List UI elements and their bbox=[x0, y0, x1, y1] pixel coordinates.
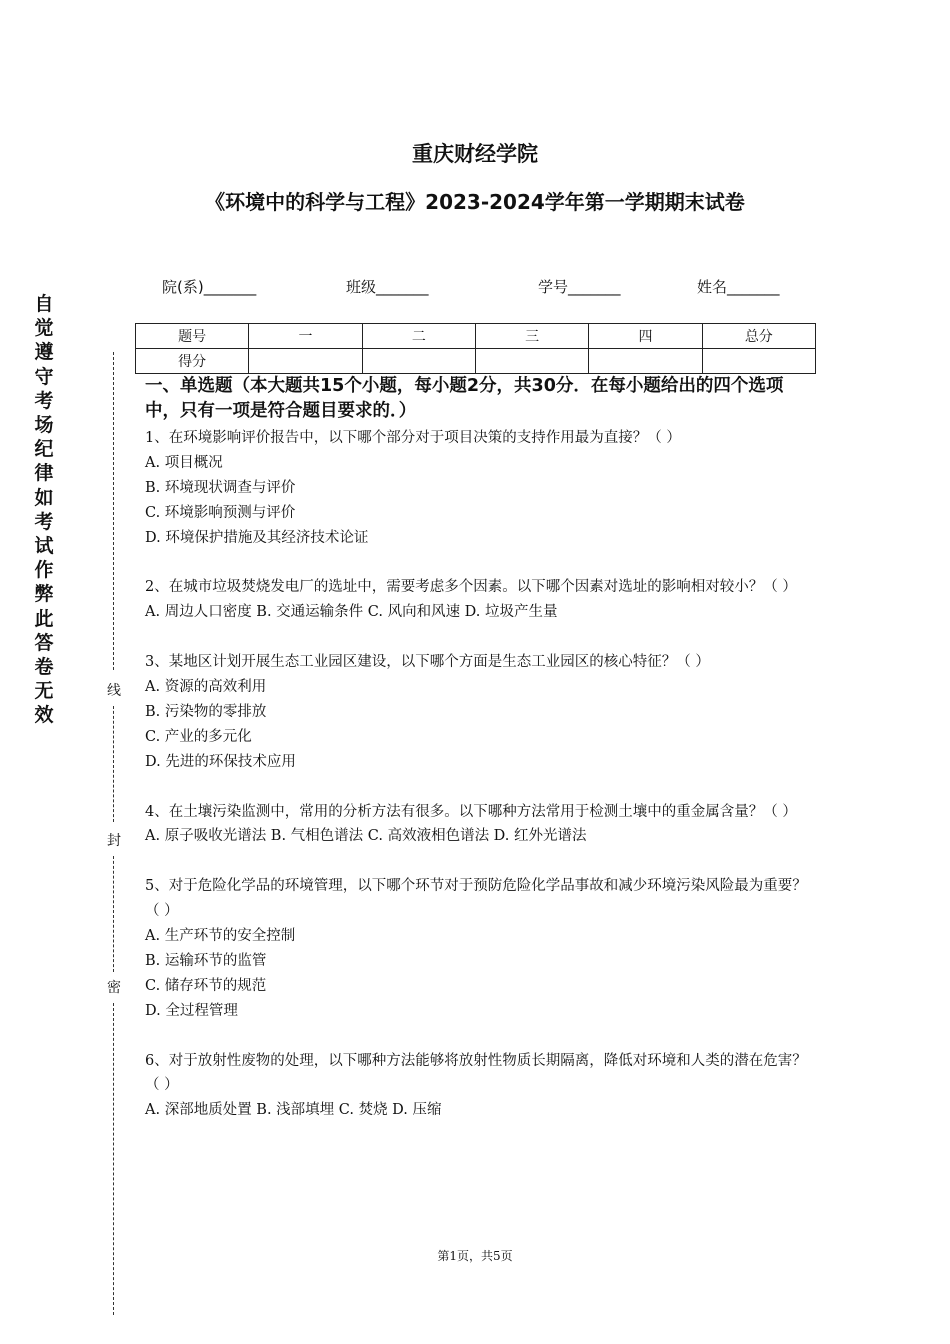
school-name: 重庆财经学院 bbox=[412, 142, 538, 166]
question-stem: 2、在城市垃圾焚烧发电厂的选址中，需要考虑多个因素。以下哪个因素对选址的影响相对较小？（ ） bbox=[145, 579, 797, 596]
score-cell: 二 bbox=[362, 324, 475, 349]
score-table-score-row bbox=[136, 349, 816, 374]
answer-option: C. 环境影响预测与评价 bbox=[145, 504, 296, 521]
section-title: 一、单选题（本大题共15个小题，每小题2分，共30分．在每小题给出的四个选项中，只有一项是符合题目要求的．） bbox=[145, 376, 784, 421]
question-stem: 6、对于放射性废物的处理，以下哪种方法能够将放射性物质长期隔离，降低对环境和人类的潜在危害？（ ） bbox=[145, 1052, 807, 1094]
answer-option: D. 环境保护措施及其经济技术论证 bbox=[145, 529, 369, 546]
answer-option: B. 环境现状调查与评价 bbox=[145, 479, 296, 496]
answer-option: A. 周边人口密度 B. 交通运输条件 C. 风向和风速 D. 垃圾产生量 bbox=[145, 604, 558, 621]
seal-dashed-line bbox=[113, 706, 114, 822]
page-number: 第1页，共5页 bbox=[437, 1249, 513, 1263]
answer-option: B. 运输环节的监管 bbox=[145, 952, 267, 969]
name-field: 姓名_______ bbox=[697, 278, 780, 296]
answer-option: A. 资源的高效利用 bbox=[145, 679, 267, 696]
student-id-field: 学号_______ bbox=[538, 278, 621, 296]
score-cell bbox=[589, 349, 702, 374]
seal-dashed-line bbox=[113, 1003, 114, 1315]
question-stem: 1、在环境影响评价报告中，以下哪个部分对于项目决策的支持作用最为直接？（ ） bbox=[145, 430, 681, 446]
score-cell: 一 bbox=[249, 324, 362, 349]
seal-seal-label: 封 bbox=[104, 830, 124, 850]
score-cell bbox=[362, 349, 475, 374]
answer-option: A. 生产环节的安全控制 bbox=[145, 928, 296, 945]
question-stem: 4、在土壤污染监测中，常用的分析方法有很多。以下哪种方法常用于检测土壤中的重金属含量？（ ） bbox=[145, 803, 797, 820]
score-cell: 总分 bbox=[702, 324, 815, 349]
score-cell: 题号 bbox=[136, 324, 249, 349]
class-field: 班级_______ bbox=[346, 278, 429, 296]
answer-option: C. 储存环节的规范 bbox=[145, 977, 267, 994]
score-cell bbox=[475, 349, 588, 374]
question-stem: 3、某地区计划开展生态工业园区建设，以下哪个方面是生态工业园区的核心特征？（ ） bbox=[145, 654, 710, 671]
department-field: 院(系)_______ bbox=[162, 278, 257, 296]
score-table-header-row bbox=[136, 324, 816, 349]
score-cell: 得分 bbox=[136, 349, 249, 374]
seal-secret-label: 密 bbox=[104, 977, 124, 997]
exam-discipline-notice: 自觉遵守考场纪律如考试作弊此答卷无效 bbox=[34, 293, 54, 727]
score-cell: 三 bbox=[475, 324, 588, 349]
answer-option: D. 先进的环保技术应用 bbox=[145, 753, 296, 770]
score-cell: 四 bbox=[589, 324, 702, 349]
score-cell bbox=[702, 349, 815, 374]
answer-option: A. 项目概况 bbox=[145, 454, 223, 471]
answer-option: B. 污染物的零排放 bbox=[145, 703, 267, 720]
score-cell bbox=[249, 349, 362, 374]
seal-dashed-line bbox=[113, 352, 114, 670]
answer-option: A. 深部地质处置 B. 浅部填埋 C. 焚烧 D. 压缩 bbox=[145, 1102, 442, 1119]
answer-option: D. 全过程管理 bbox=[145, 1002, 238, 1019]
question-stem: 5、对于危险化学品的环境管理，以下哪个环节对于预防危险化学品事故和减少环境污染风险最为重要？（ ） bbox=[145, 878, 807, 920]
seal-line-label: 线 bbox=[104, 680, 124, 700]
question-section bbox=[145, 374, 815, 1123]
answer-option: C. 产业的多元化 bbox=[145, 728, 252, 745]
seal-dashed-line bbox=[113, 856, 114, 972]
score-table bbox=[135, 323, 816, 374]
answer-option: A. 原子吸收光谱法 B. 气相色谱法 C. 高效液相色谱法 D. 红外光谱法 bbox=[145, 828, 587, 845]
exam-title: 《环境中的科学与工程》2023-2024学年第一学期期末试卷 bbox=[205, 190, 745, 214]
